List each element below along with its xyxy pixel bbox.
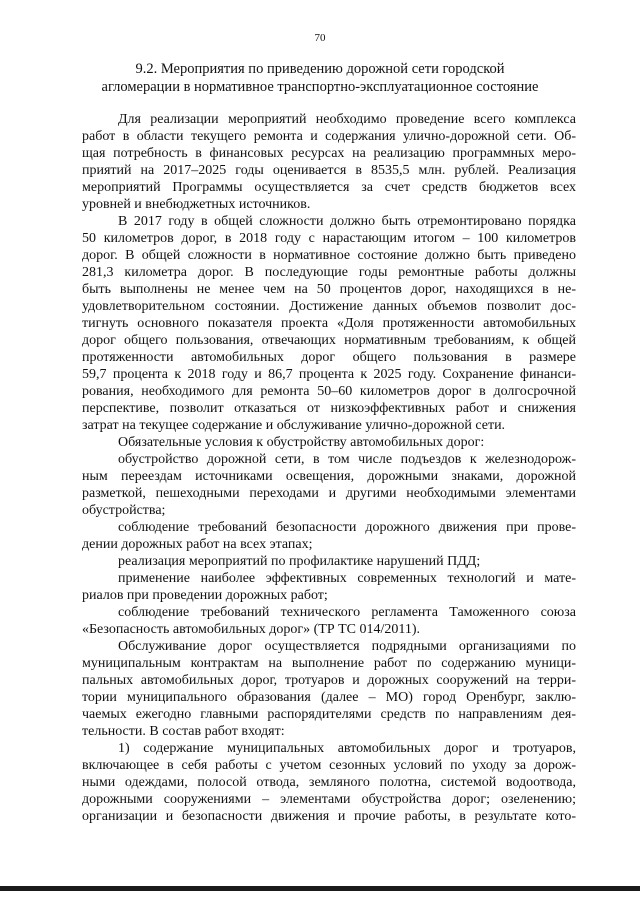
text-line: уровней и внебюджетных источников. (82, 197, 311, 212)
body-text (82, 111, 576, 825)
text-line: 50 километров дорог, в 2018 году с нарастающим итогом – 100 километров (82, 231, 576, 246)
text-line: дорожными сооружениями – элементами обустройства дорог; озеленению; (82, 792, 576, 807)
text-line: дорог. В общей сложности в нормативное состояние должно быть приведено (82, 248, 576, 263)
text-line: Для реализации мероприятий необходимо проведение всего комплекса (118, 112, 576, 127)
text-line: обустройства; (82, 503, 166, 518)
text-line: щая потребность в финансовых ресурсах на реализацию программных меро- (82, 146, 576, 161)
text-line: дорог общего пользования, отвечающих нормативным требованиям, к общей (82, 333, 576, 348)
text-line: быть выполнены не менее чем на 50 процентов дорог, находящихся в не- (82, 282, 576, 297)
scan-bottom-edge (0, 886, 640, 891)
text-line: муниципальным контрактам на выполнение работ по содержанию муници- (82, 656, 576, 671)
text-line: дении дорожных работ на всех этапах; (82, 537, 313, 552)
text-line: перспективе, позволит отказаться от низкоэффективных работ и снижения (82, 401, 576, 416)
text-line: 59,7 процента к 2018 году и 86,7 процента к 2025 году. Сохранение финанси- (82, 367, 576, 382)
text-line: приятий на 2017–2025 годы оценивается в 8535,5 млн. рублей. Реализация (82, 163, 576, 178)
text-line: 281,3 километра дорог. В последующие годы ремонтные работы должны (82, 265, 576, 280)
text-line: соблюдение требований безопасности дорожного движения при прове- (118, 520, 576, 535)
text-line: риалов при проведении дорожных работ; (82, 588, 328, 603)
page-number: 70 (314, 32, 326, 44)
text-line: В 2017 году в общей сложности должно быть отремонтировано порядка (118, 214, 576, 229)
text-line: тельности. В состав работ входят: (82, 724, 285, 739)
text-line: соблюдение требований технического регламента Таможенного союза (118, 605, 576, 620)
text-line: ными одеждами, полосой отвода, земляного полотна, системой водоотвода, (82, 775, 576, 790)
text-line: пальных автомобильных дорог, тротуаров и дорожных сооружений на терри- (82, 673, 576, 688)
text-line: чаемых ежегодно главными распорядителями средств по направлениям дея- (82, 707, 576, 722)
text-line: применение наиболее эффективных современных технологий и мате- (118, 571, 576, 586)
text-line: «Безопасность автомобильных дорог» (ТР ТС 014/2011). (82, 622, 421, 637)
text-line: Обязательные условия к обустройству автомобильных дорог: (118, 435, 485, 450)
text-line: 1) содержание муниципальных автомобильных дорог и тротуаров, (118, 741, 576, 756)
text-line: Обслуживание дорог осуществляется подрядными организациями по (118, 639, 576, 654)
text-line: разметкой, пешеходными переходами и другими необходимыми элементами (82, 486, 576, 501)
text-line: мероприятий Программы осуществляется за счет средств бюджетов всех (82, 180, 576, 195)
text-line: включающее в себя работы с учетом сезонных условий по уходу за дорож- (82, 758, 576, 773)
section-heading-line: агломерации в нормативное транспортно-эксплуатационное состояние (101, 79, 539, 95)
text-line: работ в области текущего ремонта и содержания улично-дорожной сети. Об- (82, 129, 576, 144)
text-line: удовлетворительном состоянии. Достижение данных объемов позволит дос- (82, 299, 576, 314)
text-line: обустройство дорожной сети, в том числе подъездов к железнодорож- (118, 452, 576, 467)
text-line: организации и безопасности движения и прочие работы, в результате кото- (82, 809, 576, 824)
section-heading (90, 60, 550, 96)
text-line: реализация мероприятий по профилактике нарушений ПДД; (118, 554, 481, 569)
section-heading-line: 9.2. Мероприятия по приведению дорожной сети городской (135, 61, 505, 77)
text-line: ным переездам источниками освещения, дорожными знаками, дорожной (82, 469, 576, 484)
text-line: тории муниципального образования (далее – МО) город Оренбург, заклю- (82, 690, 576, 705)
text-line: протяженности автомобильных дорог общего пользования в размере (82, 350, 576, 365)
text-line: рования, необходимого для ремонта 50–60 километров дорог в долгосрочной (82, 384, 576, 399)
text-line: тигнуть основного показателя проекта «Доля протяженности автомобильных (82, 316, 576, 331)
text-line: затрат на текущее содержание и обслуживание улично-дорожной сети. (82, 418, 506, 433)
